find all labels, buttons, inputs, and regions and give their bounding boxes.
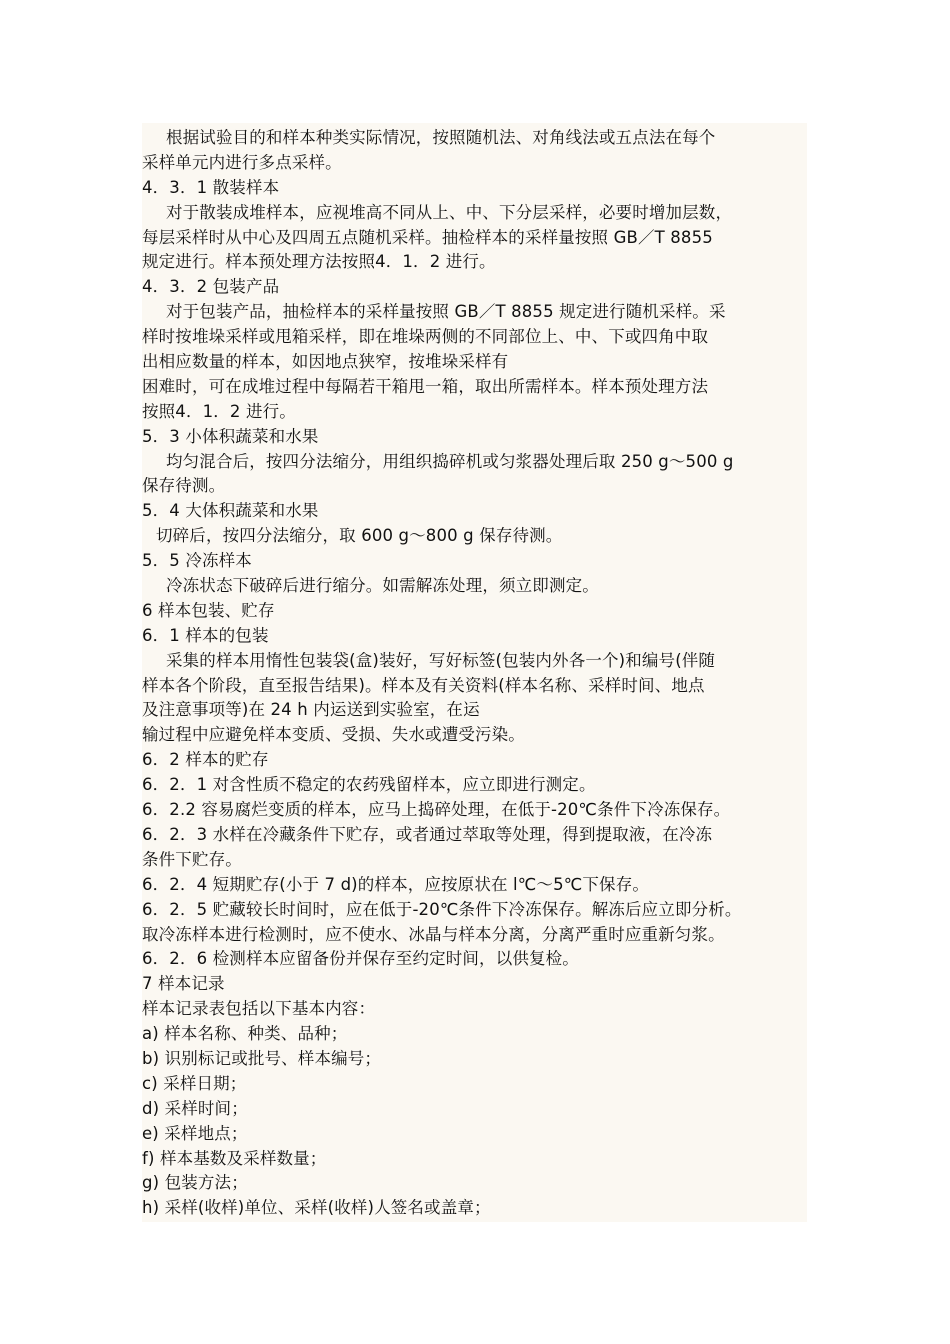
paragraph-line: 根据试验目的和样本种类实际情况，按照随机法、对角线法或五点法在每个: [166, 128, 716, 147]
paragraph-line: 出相应数量的样本，如因地点狭窄，按堆垛采样有: [142, 352, 509, 372]
list-item: b) 识别标记或批号、样本编号；: [142, 1048, 382, 1068]
paragraph-line: 切碎后，按四分法缩分，取 600 g～800 g 保存待测。: [156, 526, 563, 546]
paragraph-line: 保存待测。: [142, 476, 226, 496]
list-item: d) 采样时间；: [142, 1098, 248, 1118]
paragraph-line: 困难时，可在成堆过程中每隔若干箱甩一箱，取出所需样本。样本预处理方法: [142, 376, 709, 396]
paragraph-line: 取冷冻样本进行检测时，应不使水、冰晶与样本分离，分离严重时应重新匀浆。: [142, 924, 725, 944]
paragraph-line: 规定进行。样本预处理方法按照4．1．2 进行。: [142, 252, 496, 272]
list-item: e) 采样地点；: [142, 1123, 248, 1143]
paragraph-line: 采样单元内进行多点采样。: [142, 152, 342, 172]
list-item: a) 样本名称、种类、品种；: [142, 1024, 348, 1044]
paragraph-line: 对于散装成堆样本，应视堆高不同从上、中、下分层采样，必要时增加层数，: [166, 202, 733, 222]
paragraph-line: 及注意事项等)在 24 h 内运送到实验室，在运: [142, 700, 480, 720]
document-text-block: [142, 123, 807, 1222]
paragraph-line: 按照4．1．2 进行。: [142, 401, 296, 421]
section-heading: 7 样本记录: [142, 974, 225, 994]
section-heading: 5．4 大体积蔬菜和水果: [142, 501, 319, 521]
section-heading: 6．2 样本的贮存: [142, 750, 269, 770]
paragraph-line: 样时按堆垛采样或甩箱采样，即在堆垛两侧的不同部位上、中、下或四角中取: [142, 327, 709, 347]
section-heading: 6 样本包装、贮存: [142, 600, 275, 620]
paragraph-line: 每层采样时从中心及四周五点随机采样。抽检样本的采样量按照 GB／T 8855: [142, 227, 713, 247]
section-heading: 4．3．2 包装产品: [142, 277, 280, 297]
paragraph-line: 样本记录表包括以下基本内容：: [142, 999, 376, 1019]
paragraph-line: 采集的样本用惰性包装袋(盒)装好，写好标签(包装内外各一个)和编号(伴随: [166, 650, 716, 670]
list-item: h) 采样(收样)单位、采样(收样)人签名或盖章；: [142, 1198, 491, 1218]
list-item: f) 样本基数及采样数量；: [142, 1148, 327, 1168]
paragraph-line: 条件下贮存。: [142, 849, 242, 869]
section-heading: 4．3．1 散装样本: [142, 177, 280, 197]
section-heading: 5．3 小体积蔬菜和水果: [142, 426, 319, 446]
paragraph-line: 6．2．4 短期贮存(小于 7 d)的样本，应按原状在 l℃～5℃下保存。: [142, 874, 650, 894]
paragraph-line: 6．2．5 贮藏较长时间时，应在低于-20℃条件下冷冻保存。解冻后应立即分析。: [142, 899, 742, 919]
list-item: c) 采样日期；: [142, 1073, 247, 1093]
section-heading: 5．5 冷冻样本: [142, 551, 252, 571]
list-item: g) 包装方法；: [142, 1173, 248, 1193]
paragraph-line: 6．2．6 检测样本应留备份并保存至约定时间，以供复检。: [142, 949, 579, 969]
paragraph-line: 冷冻状态下破碎后进行缩分。如需解冻处理，须立即测定。: [166, 576, 599, 596]
paragraph-line: 均匀混合后，按四分法缩分，用组织捣碎机或匀浆器处理后取 250 g～500 g: [166, 451, 734, 471]
paragraph-line: 对于包装产品，抽检样本的采样量按照 GB／T 8855 规定进行随机采样。采: [166, 302, 726, 322]
paragraph-line: 样本各个阶段，直至报告结果)。样本及有关资料(样本名称、采样时间、地点: [142, 675, 705, 695]
paragraph-line: 6．2.2 容易腐烂变质的样本，应马上捣碎处理，在低于-20℃条件下冷冻保存。: [142, 800, 731, 820]
section-heading: 6．1 样本的包装: [142, 625, 269, 645]
paragraph-line: 6．2．1 对含性质不稳定的农药残留样本，应立即进行测定。: [142, 775, 596, 795]
paragraph-line: 6．2．3 水样在冷藏条件下贮存，或者通过萃取等处理，得到提取液，在冷冻: [142, 824, 713, 844]
paragraph-line: 输过程中应避免样本变质、受损、失水或遭受污染。: [142, 725, 525, 745]
